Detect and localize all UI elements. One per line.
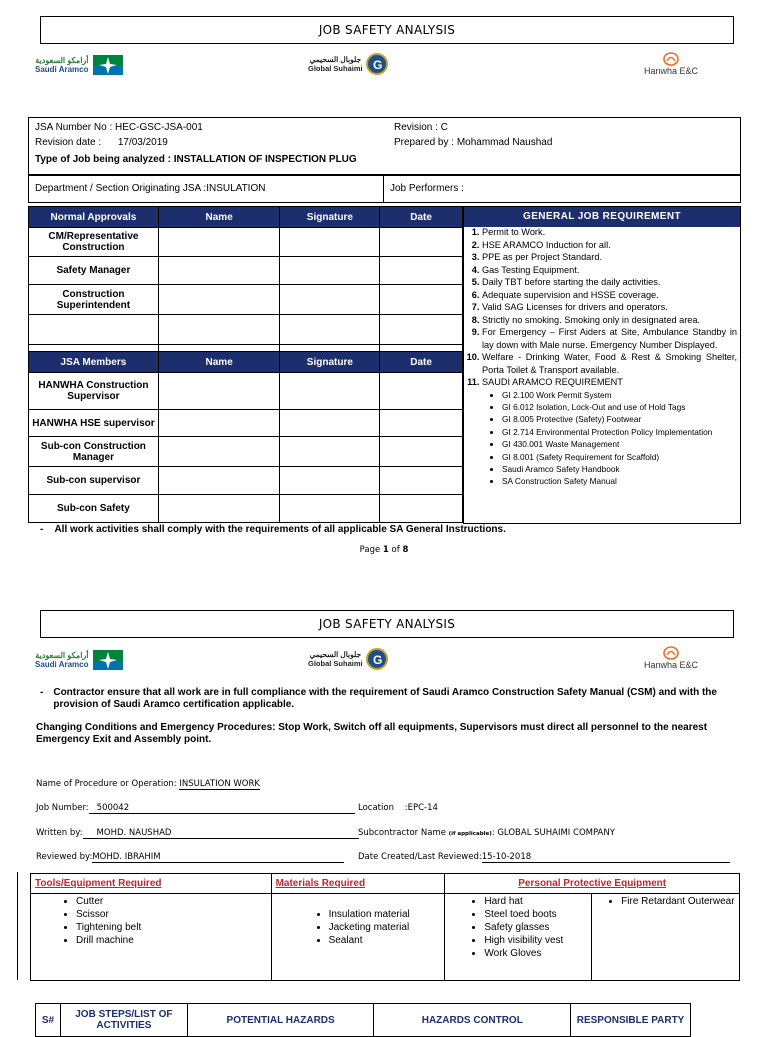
tools-heading: Tools/Equipment Required: [31, 874, 272, 894]
page-title: JOB SAFETY ANALYSIS: [40, 16, 734, 44]
table-row: [29, 257, 463, 285]
signature-cell[interactable]: [280, 285, 380, 315]
name-cell[interactable]: [158, 315, 280, 345]
procedure-field: Name of Procedure or Operation: INSULATION WORK: [36, 779, 260, 789]
hanwha-logo: Hanwha E&C: [644, 52, 698, 76]
name-cell[interactable]: [158, 285, 280, 315]
hanwha-logo: Hanwha E&C: [644, 646, 698, 670]
department-box: [28, 175, 741, 203]
signature-cell[interactable]: [280, 257, 380, 285]
table-row: [29, 228, 463, 257]
svg-text:G: G: [372, 58, 382, 72]
jsa-number: JSA Number No : HEC-GSC-JSA-001: [35, 122, 203, 133]
written-by-value[interactable]: MOHD. NAUSHAD: [83, 828, 359, 839]
date-cell[interactable]: [380, 257, 463, 285]
list-item: • Tightening belt: [76, 921, 270, 934]
list-item: 2. HSE ARAMCO Induction for all.: [482, 239, 737, 252]
list-item: • SA Construction Safety Manual: [502, 475, 737, 487]
equipment-header: [31, 874, 740, 894]
csm-note: - Contractor ensure that all work are in full compliance with the requirement of Saudi Aramco Construction Safety Manual (CSM) and with the provision of Saudi Aramco certification applicable.: [40, 687, 717, 710]
hanwha-flame-icon: [648, 52, 694, 66]
list-item: • Scissor: [76, 908, 270, 921]
signature-cell[interactable]: [280, 495, 380, 523]
member-role: Sub-con Construction Manager: [29, 437, 159, 467]
general-requirement-list: [463, 226, 737, 488]
table-row: [29, 467, 463, 495]
page-number: Page 1 of 8: [359, 545, 409, 555]
list-item: 1. Permit to Work.: [482, 226, 737, 239]
table-row: [29, 285, 463, 315]
approval-role: Construction Superintendent: [29, 285, 159, 315]
globe-icon: [366, 647, 388, 671]
list-item: • Steel toed boots: [484, 908, 590, 921]
written-by-field: Written by: MOHD. NAUSHAD: [36, 828, 359, 839]
emergency-note: Changing Conditions and Emergency Procedures: Stop Work, Switch off all equipments, Supervisors must direct all personnel to the nearest Emergency Exit and Assembly point.: [36, 722, 708, 745]
header-name: Name: [158, 352, 280, 373]
comply-note: - All work activities shall comply with the requirements of all applicable SA General Instructions.: [40, 524, 506, 535]
header-date: Date: [380, 207, 463, 228]
date-cell[interactable]: [380, 228, 463, 257]
ppe-cell-2: [592, 894, 740, 981]
name-cell[interactable]: [158, 467, 280, 495]
date-reviewed-field: Date Created/Last Reviewed:15-10-2018: [358, 852, 730, 863]
divider: [383, 176, 384, 202]
signature-cell[interactable]: [280, 410, 380, 437]
signature-cell[interactable]: [280, 373, 380, 410]
revision-date: Revision date : 17/03/2019: [35, 137, 168, 148]
header-potential-hazards: POTENTIAL HAZARDS: [187, 1004, 374, 1037]
list-item: • Drill machine: [76, 934, 270, 947]
list-item: • Insulation material: [329, 908, 444, 921]
aramco-star-icon: [93, 650, 123, 670]
date-reviewed-value[interactable]: 15-10-2018: [482, 852, 730, 863]
approval-role: [29, 315, 159, 345]
list-item: 6. Adequate supervision and HSSE coverage.: [482, 289, 737, 302]
tools-cell: [31, 894, 272, 981]
member-role: Sub-con supervisor: [29, 467, 159, 495]
list-item: 3. PPE as per Project Standard.: [482, 251, 737, 264]
job-steps-table-header: [35, 1003, 691, 1037]
department: Department / Section Originating JSA :INSULATION: [35, 183, 266, 194]
approvals-table: [28, 206, 463, 523]
table-row: [29, 373, 463, 410]
table-row: [29, 315, 463, 345]
approval-role: CM/Representative Construction: [29, 228, 159, 257]
subcontractor-field: Subcontractor Name (if applicable): GLOBAL SUHAIMI COMPANY: [358, 828, 615, 838]
list-item: • Jacketing material: [329, 921, 444, 934]
globe-icon: [366, 52, 388, 76]
list-item: 10. Welfare - Drinking Water, Food & Rest & Smoking Shelter, Porta Toilet & Transport available.: [482, 351, 737, 376]
header-name: Name: [158, 207, 280, 228]
ppe-heading: Personal Protective Equipment: [445, 874, 740, 894]
spacer-row: [29, 345, 463, 352]
general-requirement-heading: GENERAL JOB REQUIREMENT: [464, 207, 740, 227]
list-item: • Cutter: [76, 895, 270, 908]
name-cell[interactable]: [158, 228, 280, 257]
list-item: • GI 8.001 (Safety Requirement for Scaffold): [502, 451, 737, 463]
list-item: • High visibility vest: [484, 934, 590, 947]
list-item: • GI 6.012 Isolation, Lock-Out and use of Hold Tags: [502, 401, 737, 413]
list-item: • Saudi Aramco Safety Handbook: [502, 463, 737, 475]
list-item: • GI 2.714 Environmental Protection Policy Implementation: [502, 426, 737, 438]
member-role: Sub-con Safety: [29, 495, 159, 523]
list-item: 5. Daily TBT before starting the daily activities.: [482, 276, 737, 289]
hanwha-flame-icon: [648, 646, 694, 660]
svg-text:G: G: [372, 653, 382, 667]
header-normal-approvals: Normal Approvals: [29, 207, 159, 228]
list-item: • Fire Retardant Outerwear: [621, 895, 738, 908]
date-cell[interactable]: [380, 437, 463, 467]
header-jsa-members: JSA Members: [29, 352, 159, 373]
list-item: 9. For Emergency – First Aiders at Site, Ambulance Standby in lay down with Male nurse. Emergency Number Displayed.: [482, 326, 737, 351]
header-signature: Signature: [280, 352, 380, 373]
list-item: • Work Gloves: [484, 947, 590, 960]
signature-cell[interactable]: [280, 467, 380, 495]
date-cell[interactable]: [380, 467, 463, 495]
list-item: • GI 8.005 Protective (Safety) Footwear: [502, 413, 737, 425]
location-field: Location :EPC-14: [358, 803, 438, 813]
list-item: 8. Strictly no smoking. Smoking only in designated area.: [482, 314, 737, 327]
prepared-by: Prepared by : Mohammad Naushad: [394, 137, 553, 148]
date-cell[interactable]: [380, 495, 463, 523]
signature-cell[interactable]: [280, 315, 380, 345]
date-cell[interactable]: [380, 373, 463, 410]
header-responsible-party: RESPONSIBLE PARTY: [571, 1004, 691, 1037]
header-job-steps: JOB STEPS/LIST OF ACTIVITIES: [60, 1004, 187, 1037]
date-cell[interactable]: [380, 410, 463, 437]
equipment-table: [30, 873, 740, 981]
list-item: 11. SAUDI ARAMCO REQUIREMENT: [482, 376, 737, 389]
aramco-star-icon: [93, 55, 123, 75]
header-signature: Signature: [280, 207, 380, 228]
header-sno: S#: [36, 1004, 61, 1037]
reviewed-by-field: Reviewed by:MOHD. IBRAHIM: [36, 852, 344, 863]
date-cell[interactable]: [380, 315, 463, 345]
member-role: HANWHA HSE supervisor: [29, 410, 159, 437]
list-item: 4. Gas Testing Equipment.: [482, 264, 737, 277]
materials-heading: Materials Required: [271, 874, 445, 894]
saudi-aramco-logo: أرامكو السعودية Saudi Aramco: [35, 650, 123, 670]
job-number-field: Job Number: 500042: [36, 803, 355, 814]
materials-cell: [271, 894, 445, 981]
approval-role: Safety Manager: [29, 257, 159, 285]
name-cell[interactable]: [158, 257, 280, 285]
table-row: [29, 410, 463, 437]
list-item: • GI 430.001 Waste Management: [502, 438, 737, 450]
job-type: Type of Job being analyzed : INSTALLATION OF INSPECTION PLUG: [35, 154, 357, 165]
table-row: [29, 495, 463, 523]
equipment-row: [31, 894, 740, 981]
member-role: HANWHA Construction Supervisor: [29, 373, 159, 410]
job-performers: Job Performers :: [390, 183, 464, 194]
name-cell[interactable]: [158, 373, 280, 410]
ppe-cell: [445, 894, 592, 981]
page-title: JOB SAFETY ANALYSIS: [40, 610, 734, 638]
members-header: [29, 352, 463, 373]
reviewed-by-value[interactable]: MOHD. IBRAHIM: [92, 852, 344, 863]
date-cell[interactable]: [380, 285, 463, 315]
header-hazards-control: HAZARDS CONTROL: [374, 1004, 571, 1037]
saudi-aramco-logo: أرامكو السعودية Saudi Aramco: [35, 55, 123, 75]
signature-cell[interactable]: [280, 437, 380, 467]
global-suhaimi-logo: جلوبال السحيمي Global Suhaimi G: [308, 52, 388, 76]
procedure-value[interactable]: INSULATION WORK: [179, 779, 260, 789]
header-date: Date: [380, 352, 463, 373]
list-item: 7. Valid SAG Licenses for drivers and operators.: [482, 301, 737, 314]
list-item: • GI 2.100 Work Permit System: [502, 389, 737, 401]
list-item: • Sealant: [329, 934, 444, 947]
jsa-info-box: [28, 117, 741, 175]
global-suhaimi-logo: جلوبال السحيمي Global Suhaimi G: [308, 647, 388, 671]
name-cell[interactable]: [158, 437, 280, 467]
signature-cell[interactable]: [280, 228, 380, 257]
list-item: • Safety glasses: [484, 921, 590, 934]
table-row: [29, 437, 463, 467]
name-cell[interactable]: [158, 410, 280, 437]
revision: Revision : C: [394, 122, 448, 133]
job-number-value[interactable]: 500042: [89, 803, 355, 814]
margin-line: [17, 872, 18, 980]
list-item: • Hard hat: [484, 895, 590, 908]
name-cell[interactable]: [158, 495, 280, 523]
approvals-header: [29, 207, 463, 228]
